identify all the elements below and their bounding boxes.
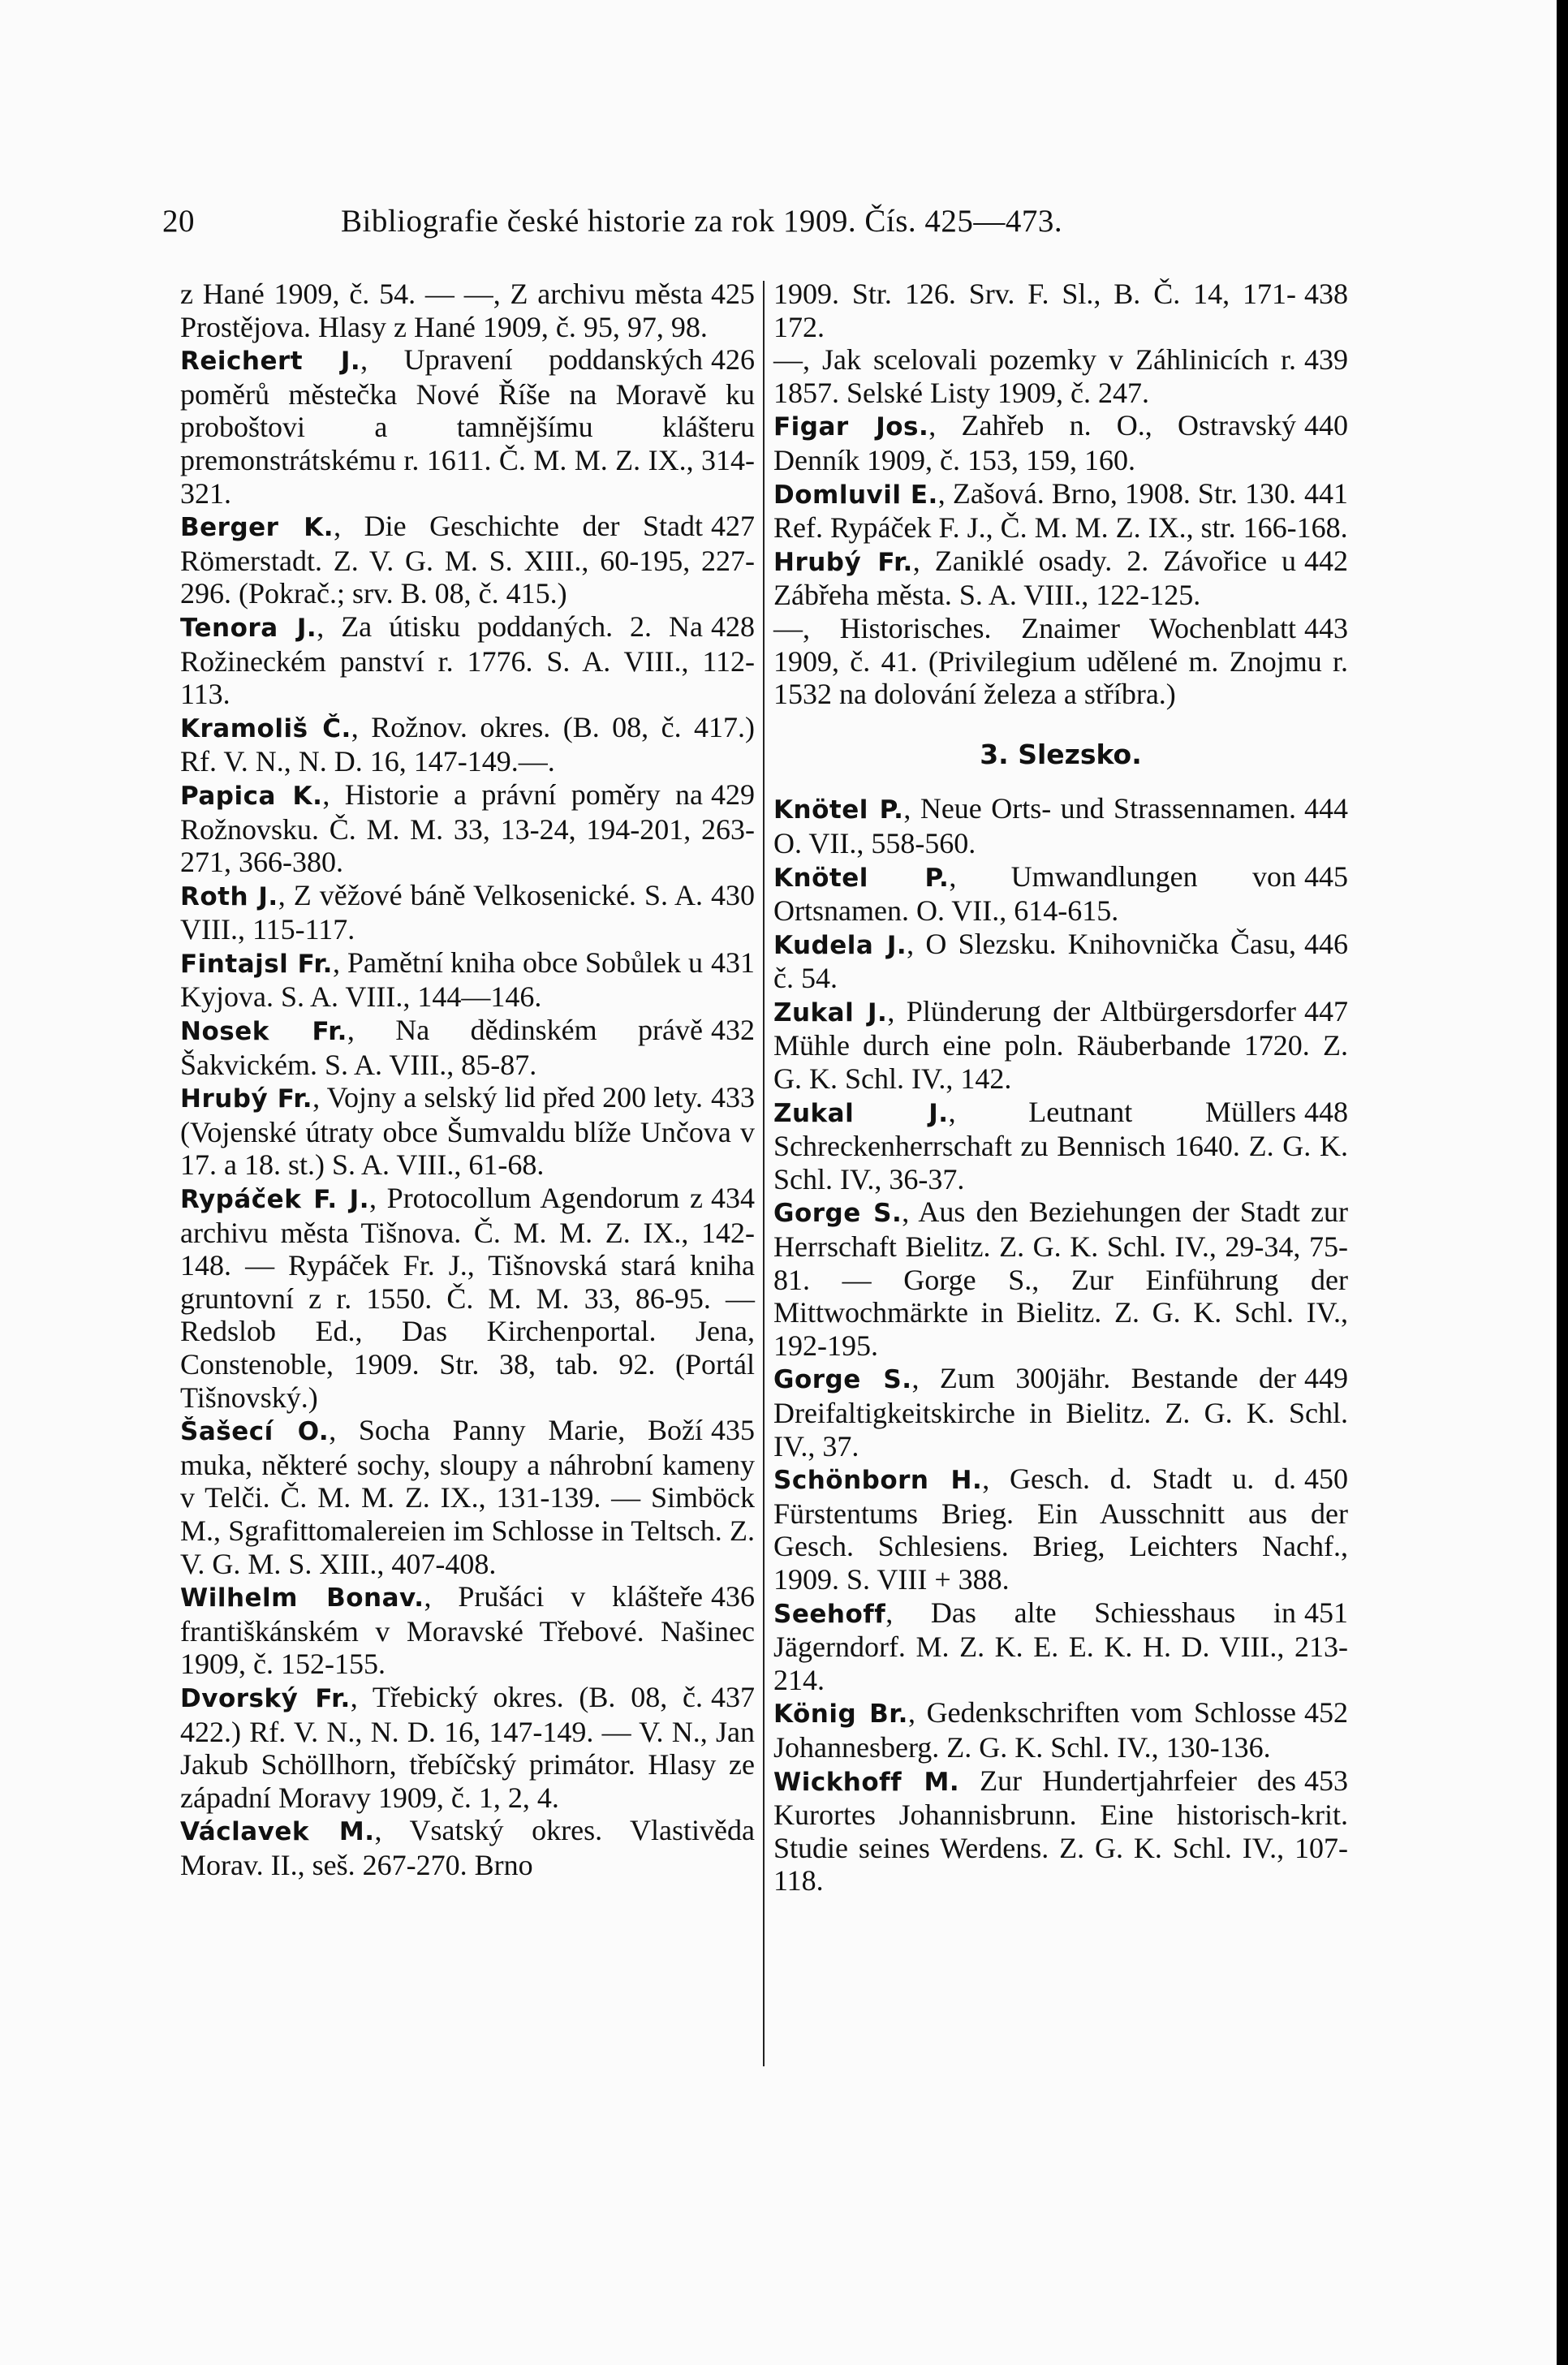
entry-text: , Socha Panny Marie, Boží muka, některé sochy, sloupy a náhrobní kameny v Telči. Č. M. M. Z. IX., 131-139. — Simböck M., Sgrafittomalereien im Schlosse in Teltsch. Z. V. G. M. S. XIII., 407-408. <box>180 1414 755 1580</box>
right-column-bottom <box>773 792 1348 1898</box>
bibliography-entry <box>773 545 1348 612</box>
entry-text: , Pamětní kniha obce Sobůlek u Kyjova. S. A. VIII., 144—146. <box>180 946 703 1014</box>
entry-number: 439 <box>1304 343 1348 377</box>
entry-author: Berger K. <box>180 513 334 543</box>
entry-author: Zukal J. <box>773 1098 949 1128</box>
entry-author: Kramoliš Č. <box>180 713 351 743</box>
bibliography-entry <box>773 1195 1348 1362</box>
entry-text: , Plünderung der Altbürgersdorfer Mühle durch eine poln. Räuberbande 1720. Z. G. K. Schl. IV., 142. <box>773 994 1348 1096</box>
scan-edge <box>1557 0 1568 2365</box>
entry-number: 443 <box>1304 611 1348 644</box>
right-column-top <box>773 278 1348 711</box>
entry-text: 1909. Str. 126. Srv. F. Sl., B. Č. 14, 171-172. <box>773 278 1296 343</box>
entry-text: Zur Hundertjahrfeier des Kurortes Johannisbrunn. Eine historisch-krit. Studie seines Werdens. Z. G. K. Schl. IV., 107-118. <box>773 1764 1348 1898</box>
entry-number: 425 <box>711 278 755 310</box>
entry-author: Fintajsl Fr. <box>180 949 333 979</box>
entry-author: Wilhelm Bonav. <box>180 1583 424 1613</box>
entry-number: 437 <box>711 1680 755 1713</box>
entry-number: 431 <box>711 946 755 979</box>
bibliography-entry <box>180 278 755 343</box>
entry-author: Papica K. <box>180 781 323 811</box>
entry-author: Zukal J. <box>773 997 888 1027</box>
entry-number: 452 <box>1304 1696 1348 1730</box>
right-column <box>773 278 1348 1898</box>
bibliography-entry <box>180 946 755 1014</box>
entry-text: , Historie a právní poměry na Rožnovsku. Č. M. M. 33, 13-24, 194-201, 263-271, 366-380. <box>180 778 755 879</box>
entry-text: , Rožnov. okres. (B. 08, č. 417.) Rf. V. N., N. D. 16, 147-149.—. <box>180 710 755 778</box>
entry-text: , Zaniklé osady. 2. Závořice u Zábřeha města. S. A. VIII., 122-125. <box>773 544 1296 612</box>
bibliography-entry <box>180 510 755 610</box>
entry-author: Gorge S. <box>773 1365 912 1395</box>
entry-number: 440 <box>1304 409 1348 442</box>
entry-author: König Br. <box>773 1699 908 1730</box>
entry-number: 432 <box>711 1014 755 1047</box>
entry-number: 445 <box>1304 859 1348 893</box>
entry-text: , Zum 300jähr. Bestande der Dreifaltigkeitskirche in Bielitz. Z. G. K. Schl. IV., 37. <box>773 1362 1348 1463</box>
bibliography-entry <box>773 792 1348 859</box>
entry-text: z Hané 1909, č. 54. — —, Z archivu města Prostějova. Hlasy z Hané 1909, č. 95, 97, 98. <box>180 278 708 343</box>
bibliography-entry <box>773 278 1348 343</box>
entry-text: , Upravení poddanských poměrů městečka Nové Říše na Moravě ku proboštovi a tamnějšímu klášteru premonstrátskému r. 1611. Č. M. M. Z. IX., 314-321. <box>180 343 755 510</box>
entry-author: Šašecí O. <box>180 1417 330 1447</box>
entry-number: 451 <box>1304 1596 1348 1629</box>
entry-number: 433 <box>711 1081 755 1114</box>
entry-text: , Třebický okres. (B. 08, č. 422.) Rf. V. N., N. D. 16, 147-149. — V. N., Jan Jakub Schöllhorn, třebíčský primátor. Hlasy ze západní Moravy 1909, č. 1, 2, 4. <box>180 1680 755 1814</box>
bibliography-entry <box>773 1696 1348 1764</box>
entry-text: , Aus den Beziehungen der Stadt zur Herrschaft Bielitz. Z. G. K. Schl. IV., 29-34, 75-81. — Gorge S., Zur Einführung der Mittwochmärkte in Bielitz. Z. G. K. Schl. IV., 192-195. <box>773 1195 1348 1362</box>
bibliography-entry <box>773 1362 1348 1463</box>
entry-number: 442 <box>1304 544 1348 577</box>
entry-number: 444 <box>1304 792 1348 825</box>
entry-author: Roth J. <box>180 881 278 911</box>
entry-number: 434 <box>711 1182 755 1215</box>
entry-number: 436 <box>711 1580 755 1613</box>
bibliography-entry <box>773 860 1348 928</box>
entry-text: , Gesch. d. Stadt u. d. Fürstentums Brieg. Ein Ausschnitt aus der Gesch. Schlesiens. Brieg, Leichters Nachf., 1909. S. VIII + 388. <box>773 1463 1348 1596</box>
entry-author: Knötel P. <box>773 795 904 825</box>
bibliography-entry <box>180 1580 755 1681</box>
entry-number: 435 <box>711 1414 755 1447</box>
bibliography-entry <box>773 343 1348 409</box>
running-head <box>162 203 1428 239</box>
left-column <box>180 278 755 1882</box>
entry-author: Hrubý Fr. <box>180 1084 313 1114</box>
entry-author: Wickhoff M. <box>773 1767 960 1797</box>
entry-number: 430 <box>711 878 755 911</box>
entry-number: 438 <box>1304 278 1348 310</box>
entry-author: Schönborn H. <box>773 1466 983 1496</box>
entry-text: , O Slezsku. Knihovnička Času, č. 54. <box>773 927 1296 995</box>
bibliography-entry <box>773 995 1348 1096</box>
bibliography-entry <box>180 343 755 510</box>
entry-author: Figar Jos. <box>773 412 929 442</box>
entry-number: 427 <box>711 510 755 543</box>
entry-number: 448 <box>1304 1095 1348 1128</box>
entry-number: 450 <box>1304 1463 1348 1496</box>
entry-author: Václavek M. <box>180 1817 375 1847</box>
entry-author: Tenora J. <box>180 613 317 643</box>
entry-author: Gorge S. <box>773 1199 902 1229</box>
entry-text: , Gedenkschriften vom Schlosse Johannesberg. Z. G. K. Schl. IV., 130-136. <box>773 1696 1297 1764</box>
entry-author: Rypáček F. J. <box>180 1185 369 1215</box>
entry-text: , Leutnant Müllers Schreckenherrschaft zu Bennisch 1640. Z. G. K. Schl. IV., 36-37. <box>773 1095 1348 1195</box>
bibliography-entry <box>773 612 1348 711</box>
entry-text: , Zahřeb n. O., Ostravský Denník 1909, č. 153, 159, 160. <box>773 409 1296 476</box>
bibliography-entry <box>773 1096 1348 1196</box>
entry-author: Kudela J. <box>773 930 907 960</box>
bibliography-entry <box>180 1814 755 1881</box>
entry-author: Dvorský Fr. <box>180 1683 351 1713</box>
entry-author: Knötel P. <box>773 863 950 893</box>
entry-text: , Protocollum Agendorum z archivu města Tišnova. Č. M. M. Z. IX., 142-148. — Rypáček Fr. J., Tišnovská stará kniha gruntovní z r. 1550. Č. M. M. 33, 86-95. — Redslob Ed., Das Kirchenportal. Jena, Constenoble, 1909. Str. 38, tab. 92. (Portál Tišnovský.) <box>180 1182 755 1414</box>
entry-text: —, Jak scelovali pozemky v Záhlinicích r. 1857. Selské Listy 1909, č. 247. <box>773 343 1296 409</box>
entry-text: , Neue Orts- und Strassennamen. O. VII., 558-560. <box>773 792 1296 859</box>
bibliography-entry <box>773 1764 1348 1898</box>
entry-number: 426 <box>711 343 755 377</box>
entry-text: , Vojny a selský lid před 200 lety. (Vojenské útraty obce Šumvaldu blíže Unčova v 17. a 18. st.) S. A. VIII., 61-68. <box>180 1081 755 1182</box>
entry-text: , Umwandlungen von Ortsnamen. O. VII., 614-615. <box>773 859 1296 928</box>
entry-number: 446 <box>1304 927 1348 960</box>
entry-text: —, Historisches. Znaimer Wochenblatt 1909, č. 41. (Privilegium udělené m. Znojmu r. 1532 na dolování železa a stříbra.) <box>773 611 1348 711</box>
entry-number: 441 <box>1304 476 1348 510</box>
bibliography-entry <box>773 1463 1348 1596</box>
section-heading: 3. Slezsko. <box>980 738 1142 770</box>
entry-author: Nosek Fr. <box>180 1017 347 1047</box>
bibliography-entry <box>180 711 755 778</box>
entry-author: Reichert J. <box>180 347 361 377</box>
bibliography-entry <box>180 1182 755 1414</box>
entry-text: , Die Geschichte der Stadt Römerstadt. Z. V. G. M. S. XIII., 60-195, 227-296. (Pokrač.; srv. B. 08, č. 415.) <box>180 510 755 610</box>
bibliography-entry <box>180 1014 755 1081</box>
entry-text: , Prušáci v klášteře františkánském v Moravské Třebové. Našinec 1909, č. 152-155. <box>180 1580 755 1681</box>
bibliography-entry <box>180 1414 755 1580</box>
entry-text: , Das alte Schiesshaus in Jägerndorf. M. Z. K. E. E. K. H. D. VIII., 213-214. <box>773 1596 1348 1696</box>
entry-author: Domluvil E. <box>773 480 938 510</box>
bibliography-entry <box>180 879 755 946</box>
entry-number: 428 <box>711 610 755 643</box>
bibliography-entry <box>773 928 1348 995</box>
entry-number: 453 <box>1304 1764 1348 1797</box>
bibliography-entry <box>773 477 1348 545</box>
column-divider <box>763 281 765 2066</box>
entry-number: 447 <box>1304 994 1348 1027</box>
bibliography-entry <box>180 778 755 879</box>
entry-text: , Za útisku poddaných. 2. Na Rožineckém panství r. 1776. S. A. VIII., 112-113. <box>180 610 755 711</box>
page-title: Bibliografie české historie za rok 1909. Čís. 425—473. <box>341 204 1063 239</box>
bibliography-entry <box>180 1681 755 1814</box>
entry-text: , Vsatský okres. Vlastivěda Morav. II., seš. 267-270. Brno <box>180 1814 756 1881</box>
bibliography-entry <box>180 1081 755 1182</box>
page-number: 20 <box>162 204 195 239</box>
entry-text: , Z věžové báně Velkosenické. S. A. VIII., 115-117. <box>180 878 703 946</box>
entry-text: , Na dědinském právě Šakvickém. S. A. VIII., 85-87. <box>180 1014 703 1081</box>
bibliography-entry <box>773 1596 1348 1697</box>
entry-author: Hrubý Fr. <box>773 547 913 577</box>
entry-number: 429 <box>711 778 755 811</box>
bibliography-entry <box>180 610 755 711</box>
entry-number: 449 <box>1304 1362 1348 1395</box>
entry-author: Seehoff <box>773 1599 886 1629</box>
bibliography-entry <box>773 409 1348 476</box>
entry-text: , Zašová. Brno, 1908. Str. 130. Ref. Rypáček F. J., Č. M. M. Z. IX., str. 166-168. <box>773 476 1348 545</box>
